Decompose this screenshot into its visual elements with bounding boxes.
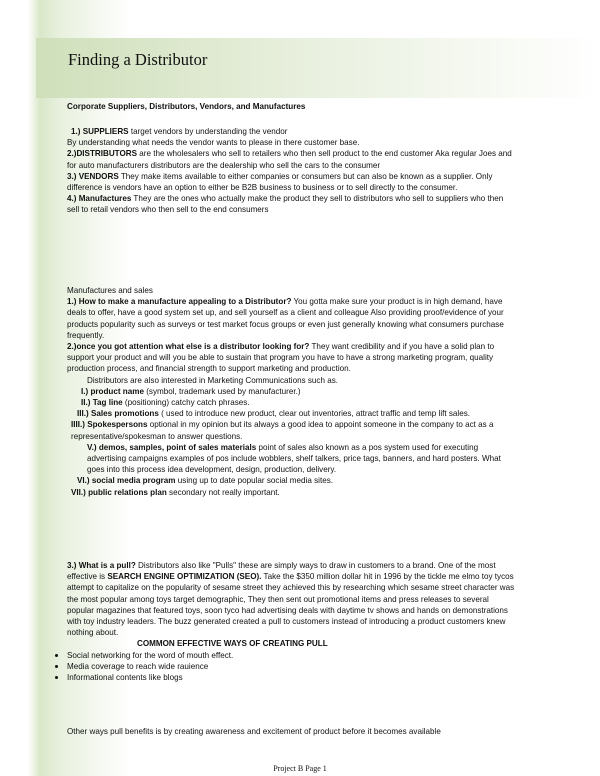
- question-paragraph: [67, 560, 517, 638]
- seo-highlight: SEARCH ENGINE OPTIMIZATION (SEO).: [107, 572, 262, 582]
- question-text: You gotta make sure your product is in high demand, have deals to offer, have a good system set up, and sell yourself as a client and colleague Also providing proof/evidence of your products popularity such as surveys or test market focus groups or even just generally knowing what consumers purchase frequently.: [67, 297, 504, 340]
- item-label: 1.) SUPPLIERS: [71, 127, 129, 136]
- bullet-icon: [55, 676, 58, 679]
- question-label: 2.)once you got attention what else is a distributor looking for?: [67, 342, 310, 352]
- page-footer: Project B Page 1: [273, 764, 327, 773]
- bullet-text: Informational contents like blogs: [67, 673, 183, 683]
- list-item-continuation: By understanding what needs the vendor wants to please in there customer base.: [67, 138, 360, 148]
- bullet-icon: [55, 665, 58, 668]
- item-label: 2.)DISTRIBUTORS: [67, 149, 138, 159]
- mc-text: (symbol, trademark used by manufacturer.): [143, 386, 301, 396]
- item-text: are the wholesalers who sell to retailers who then sell product to the end customer Aka regular Joes and for auto manufacturers distributors are the dealership who sell the cars to the consumer: [67, 149, 512, 170]
- mc-intro: Distributors are also interested in Marketing Communications such as.: [87, 375, 339, 385]
- bullet-icon: [55, 654, 58, 657]
- mc-label: VI.) social media program: [77, 476, 176, 486]
- closing-paragraph: [67, 726, 517, 737]
- mc-text: ( used to introduce new product, clear out inventories, attract traffic and temp lift sales.: [158, 409, 471, 419]
- mc-text: point of sales also known as a pos system used for executing advertising campaigns examples of pos include wobblers, shelf talkers, price tags, banners, and hard posters. What goes into this process idea development, design, production, delivery.: [87, 442, 501, 475]
- mc-item: [67, 442, 517, 476]
- definitions-list: [67, 126, 517, 216]
- mc-label: III.) Sales promotions: [77, 409, 159, 419]
- item-label: 4.) Manufactures: [67, 194, 132, 204]
- mc-item: [67, 386, 517, 397]
- item-text: They make items available to either companies or consumers but can also be known as a supplier. Only difference is vendors have an option to either be B2B business to business or to sell directly to the consumer.: [67, 171, 493, 193]
- item-label: 3.) VENDORS: [67, 171, 119, 181]
- mc-text: optional in my opinion but its always a good idea to appoint someone in the company to act as a representative/spokesman to answer questions.: [71, 420, 494, 441]
- mc-label: II.) Tag line: [81, 398, 123, 408]
- closing-text: Other ways pull benefits is by creating awareness and excitement of product before it becomes available: [67, 727, 441, 736]
- section-heading: Manufactures and sales: [67, 286, 153, 295]
- question-text: Take the $350 million dollar hit in 1996 by the tickle me elmo toy tycos attempt to capitalize on the popularity of sesame street they achieved this by researching which sesame street character was the most popular among toys target demographic, They then sent out promotional items and press releases to several popular magazines that featured toys, soon tyco had advertising deals with daytime tv shows and hands on demonstrations with toy industry leaders. The buzz generated created a pull to customers instead of introducing a product customers knew nothing about.: [67, 572, 515, 638]
- pull-heading: COMMON EFFECTIVE WAYS OF CREATING PULL: [137, 639, 328, 649]
- list-item: [67, 171, 517, 193]
- question-label: 3.) What is a pull?: [67, 561, 136, 570]
- page-title: Finding a Distributor: [68, 50, 208, 69]
- list-item: [67, 193, 517, 215]
- mc-item: [67, 397, 517, 408]
- bullet-item: [67, 672, 517, 683]
- section-manufactures-sales: [67, 285, 517, 498]
- pull-bullets: [67, 650, 517, 684]
- list-item: [67, 148, 517, 170]
- mc-item: [67, 487, 517, 498]
- bullet-item: [67, 661, 517, 672]
- mc-text: using up to date popular social media sites.: [175, 476, 333, 486]
- item-text: target vendors by understanding the vendor: [128, 127, 288, 136]
- mc-item: [67, 475, 517, 486]
- mc-label: I.) product name: [81, 386, 144, 396]
- bullet-text: Media coverage to reach wide rauience: [67, 661, 209, 671]
- section-heading: Corporate Suppliers, Distributors, Vendors, and Manufactures: [67, 102, 306, 111]
- mc-text: secondary not really important.: [166, 487, 280, 497]
- section-corporate-suppliers: [67, 101, 517, 112]
- bullet-item: [67, 650, 517, 661]
- mc-item: [67, 419, 517, 441]
- question-paragraph: [67, 341, 517, 375]
- mc-item: [67, 408, 517, 419]
- question-paragraph: [67, 296, 517, 341]
- question-text: They want credibility and if you have a solid plan to support your product and will you be able to sustain that program you have to have a strong marketing program, quality production process, and financial strength to support marketing and production.: [67, 342, 495, 374]
- question-text: Distributors also like "Pulls" these are simply ways to draw in customers to a brand. One of the most effective is: [67, 561, 496, 582]
- question-label: 1.) How to make a manufacture appealing to a Distributor?: [67, 297, 292, 307]
- item-text: They are the ones who actually make the product they sell to distributors who sell to suppliers who then sell to retail vendors who then sell to the end consumers: [67, 194, 504, 215]
- mc-label: IIII.) Spokespersons: [71, 420, 148, 430]
- list-item: [67, 126, 517, 137]
- section-pull: [67, 560, 517, 683]
- mc-label: VII.) public relations plan: [71, 487, 167, 497]
- bullet-text: Social networking for the word of mouth effect.: [67, 650, 234, 660]
- mc-text: (positioning) catchy catch phrases.: [122, 398, 250, 408]
- mc-label: V.) demos, samples, point of sales materials: [87, 442, 257, 452]
